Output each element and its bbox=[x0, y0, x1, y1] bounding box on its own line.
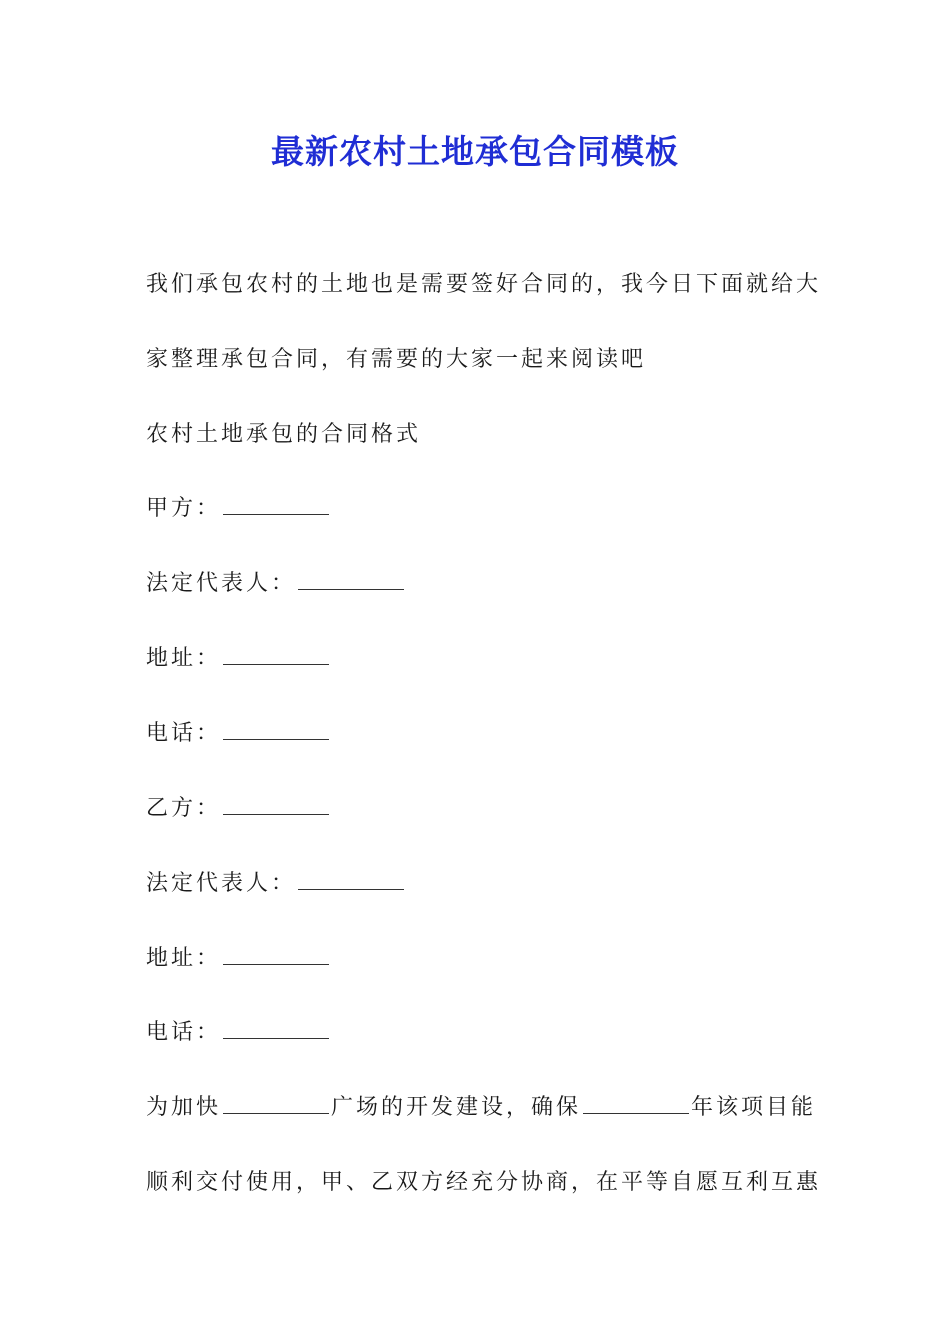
body-text-part2: 广场的开发建设，确保 bbox=[331, 1095, 582, 1120]
party-a-field bbox=[146, 494, 331, 524]
party-b-phone-label: 电话： bbox=[146, 1020, 222, 1045]
party-b-address-label: 地址： bbox=[146, 946, 222, 971]
intro-line-2: 家整理承包合同，有需要的大家一起来阅读吧 bbox=[146, 347, 647, 372]
party-b-phone-blank bbox=[223, 1018, 329, 1039]
party-a-blank bbox=[223, 494, 329, 515]
party-b-address-field bbox=[146, 944, 331, 974]
party-a-rep-field bbox=[146, 569, 406, 599]
party-b-rep-label: 法定代表人： bbox=[146, 871, 297, 896]
party-a-address-blank bbox=[223, 644, 329, 665]
document-title: 最新农村土地承包合同模板 bbox=[271, 132, 679, 171]
year-blank bbox=[583, 1093, 689, 1114]
party-a-phone-field bbox=[146, 719, 331, 749]
party-b-label: 乙方： bbox=[146, 796, 222, 821]
party-a-rep-label: 法定代表人： bbox=[146, 571, 297, 596]
body-line-2: 顺利交付使用，甲、乙双方经充分协商，在平等自愿互利互惠 bbox=[146, 1170, 822, 1195]
party-a-address-field bbox=[146, 644, 331, 674]
party-b-rep-blank bbox=[298, 869, 404, 890]
project-name-blank bbox=[223, 1093, 329, 1114]
party-b-blank bbox=[223, 794, 329, 815]
party-b-rep-field bbox=[146, 869, 406, 899]
body-text-part3: 年该项目能 bbox=[691, 1095, 817, 1120]
body-line-1 bbox=[146, 1093, 816, 1123]
party-b-field bbox=[146, 794, 331, 824]
party-a-phone-blank bbox=[223, 719, 329, 740]
party-a-phone-label: 电话： bbox=[146, 721, 222, 746]
section-heading: 农村土地承包的合同格式 bbox=[146, 422, 422, 447]
party-a-address-label: 地址： bbox=[146, 646, 222, 671]
party-a-label: 甲方： bbox=[146, 496, 222, 521]
body-text-part1: 为加快 bbox=[146, 1095, 222, 1120]
party-b-address-blank bbox=[223, 944, 329, 965]
intro-line-1: 我们承包农村的土地也是需要签好合同的，我今日下面就给大 bbox=[146, 272, 822, 297]
party-b-phone-field bbox=[146, 1018, 331, 1048]
party-a-rep-blank bbox=[298, 569, 404, 590]
